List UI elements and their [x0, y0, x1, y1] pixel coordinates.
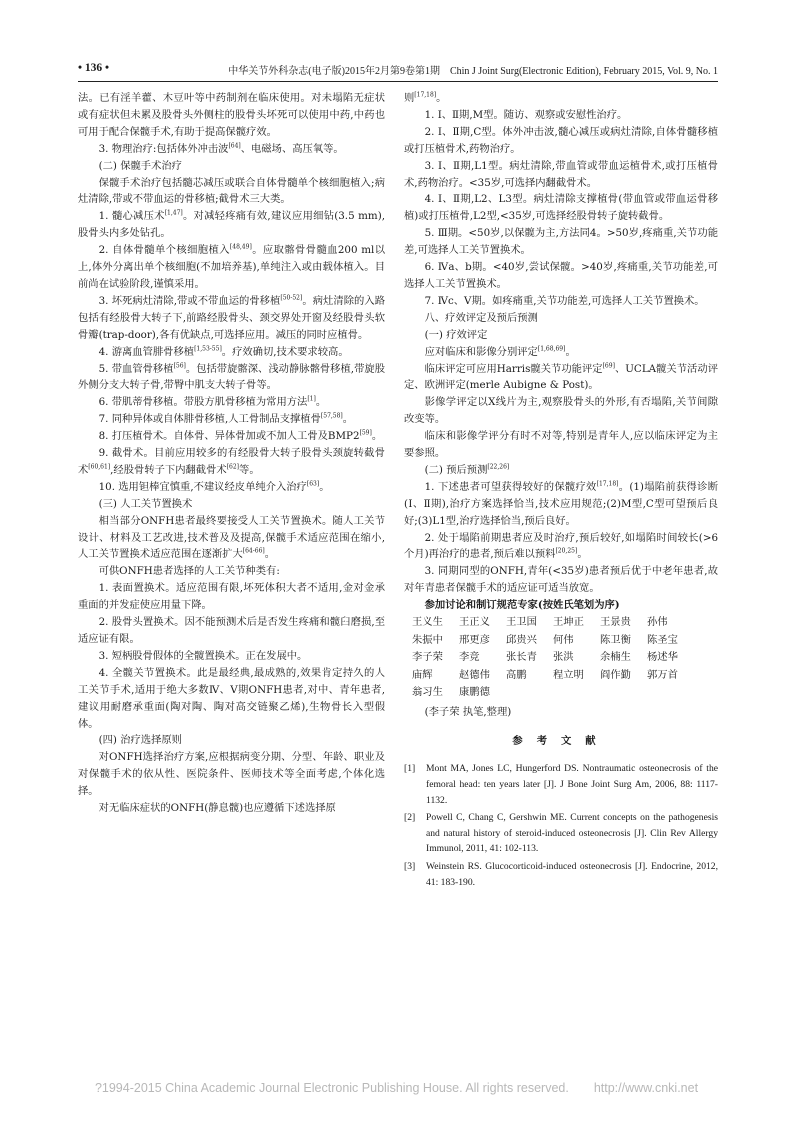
- paragraph: 10. 选用钽棒宜慎重,不建议经皮单纯介入治疗[63]。: [98, 480, 330, 493]
- paragraph: 2. Ⅰ、Ⅱ期,C型。体外冲击波,髓心减压或病灶清除,自体骨髓移植或打压植骨术,药物治疗。: [404, 125, 718, 155]
- references-title: 参考文献: [512, 734, 610, 747]
- section-heading: (二) 保髋手术治疗: [98, 159, 182, 172]
- paragraph: 1. 下述患者可望获得较好的保髋疗效[17,18]。(1)塌陷前获得诊断(Ⅰ、Ⅱ期),治疗方案选择恰当,技术应用规范;(2)M型,C型可望预后良好;(3)L1型,治疗选择恰当,预后良好。: [404, 480, 718, 527]
- expert-row: 王义生 王正义 王卫国 王坤正 王景贵 孙伟: [412, 616, 668, 629]
- paragraph: 4. 游离血管腓骨移植[1,53-55]。疗效确切,技术要求较高。: [98, 345, 349, 358]
- reference-item: [2] Powell C, Chang C, Gershwin ME. Current concepts on the pathogenesis and natural history of steroid-induced osteonecrosis [J]. Clin Rev Allergy Immunol, 2011, 41: 102-113.: [404, 812, 718, 855]
- reference-item: [1] Mont MA, Jones LC, Hungerford DS. Nontraumatic osteonecrosis of the femoral head: ten years later [J]. J Bone Joint Surg Am, 2006, 88: 1117-1132.: [404, 763, 718, 806]
- paragraph: 3. 短柄股骨假体的全髋置换术。正在发展中。: [98, 649, 308, 662]
- paragraph: 临床评定可应用Harris髋关节功能评定[69]、UCLA髋关节活动评定、欧洲评定(merle Aubigne & Post)。: [404, 362, 718, 392]
- section-heading: (三) 人工关节置换术: [98, 497, 193, 510]
- section-heading: (四) 治疗选择原则: [98, 734, 182, 747]
- expert-row: 朱振中 邢更彦 邱贵兴 何伟 陈卫衡 陈圣宝: [412, 633, 678, 646]
- paragraph: 4. 全髋关节置换术。此是最经典,最成熟的,效果肯定持久的人工关节手术,适用于绝大多数Ⅳ、Ⅴ期ONFH患者,对中、青年患者,建议用耐磨承重面(陶对陶、陶对高交链聚乙烯),生物骨长入型假体。: [78, 666, 385, 730]
- compiled-by: (李子荣 执笔,整理): [424, 705, 512, 718]
- header-rule: [78, 81, 718, 82]
- journal-info: 中华关节外科杂志(电子版)2015年2月第9卷第1期 Chin J Joint Surg(Electronic Edition), February 2015, Vol. 9, No. 1: [228, 66, 718, 77]
- paragraph: 3. 物理治疗:包括体外冲击波[64]、电磁场、高压氧等。: [98, 142, 344, 155]
- paragraph: 2. 自体骨髓单个核细胞植入[48,49]。应取髂骨骨髓血200 ml以上,体外分离出单个核细胞(不加培养基),单纯注入或由载体植入。目前尚在试验阶段,谨慎采用。: [78, 243, 385, 290]
- paragraph: 1. 髓心减压术[1,47]。对减轻疼痛有效,建议应用细钻(3.5 mm),股骨头内多处钻孔。: [78, 209, 385, 240]
- paragraph: 可供ONFH患者选择的人工关节种类有:: [98, 565, 280, 578]
- right-column: [404, 90, 718, 892]
- paragraph: 法。已有淫羊藿、木豆叶等中药制剂在临床使用。对未塌陷无症状或有症状但未累及股骨头外侧柱的股骨头坏死可以使用中药,中药也可用于配合保髋手术,有助于提高保髋疗效。: [78, 92, 385, 138]
- paragraph: 保髋手术治疗包括髓芯减压或联合自体骨髓单个核细胞植入;病灶清除,带或不带血运的骨移植;截骨术三大类。: [78, 176, 385, 206]
- reference-item: [3] Weinstein RS. Glucocorticoid-induced osteonecrosis [J]. Endocrine, 2012, 41: 183-190.: [404, 860, 718, 888]
- expert-row: 翁习生 康鹏德: [412, 686, 490, 699]
- copyright-footer: ?1994-2015 China Academic Journal Electronic Publishing House. All rights reserved. http://www.cnki.net: [94, 1081, 699, 1095]
- paragraph: 5. Ⅲ期。<50岁,以保髋为主,方法同4。>50岁,疼痛重,关节功能差,可选择人工关节置换术。: [404, 227, 718, 257]
- paragraph: 则[17,18]。: [404, 91, 447, 104]
- paragraph: 5. 带血管骨移植[56]。包括带旋髂深、浅动静脉髂骨移植,带旋股外侧分支大转子骨,带臀中肌支大转子骨等。: [78, 362, 385, 392]
- paragraph: 对ONFH选择治疗方案,应根据病变分期、分型、年龄、职业及对保髋手术的依从性、医院条件、医师技术等全面考虑,个体化选择。: [78, 751, 385, 798]
- expert-row: 李子荣 李竞 张长青 张洪 余楠生 杨述华: [412, 651, 678, 664]
- section-heading: (一) 疗效评定: [424, 328, 488, 341]
- paragraph: 1. 表面置换术。适应范围有限,坏死体积大者不适用,金对金承重面的并发症使应用量下降。: [78, 582, 385, 612]
- paragraph: 6. 带肌蒂骨移植。带股方肌骨移植为常用方法[1]。: [98, 395, 327, 409]
- experts-list: [404, 614, 718, 702]
- paragraph: 临床和影像学评分有时不对等,特别是青年人,应以临床评定为主要参照。: [404, 430, 718, 460]
- paragraph: 3. Ⅰ、Ⅱ期,L1型。病灶清除,带血管或带血运植骨术,或打压植骨术,药物治疗。<35岁,可选择内翻截骨术。: [404, 159, 718, 189]
- section-heading: (二) 预后预测[22,26]: [424, 463, 510, 476]
- page-header: [78, 62, 718, 78]
- paragraph: 3. 坏死病灶清除,带或不带血运的骨移植[50-52]。病灶清除的入路包括有经股骨大转子下,前路经股骨头、颈交界处开窗及经股骨头软骨瓣(trap-door),各有优缺点,可选择应用。减压的同时应植骨。: [78, 294, 386, 341]
- paragraph: 4. Ⅰ、Ⅱ期,L2、L3型。病灶清除支撑植骨(带血管或带血运骨移植)或打压植骨,L2型,<35岁,可选择经股骨转子旋转截骨。: [404, 193, 718, 223]
- paragraph: 8. 打压植骨术。自体骨、异体骨加或不加人工骨及BMP2[59]。: [98, 429, 383, 443]
- paragraph: 7. Ⅳc、Ⅴ期。如疼痛重,关节功能差,可选择人工关节置换术。: [424, 294, 705, 307]
- paragraph: 2. 处于塌陷前期患者应及时治疗,预后较好,如塌陷时间较长(>6个月)再治疗的患者,预后难以预料[20,25]。: [404, 531, 718, 561]
- paragraph: 对无临床症状的ONFH(静息髋)也应遵循下述选择原: [98, 802, 336, 815]
- expert-row: 庙辉 赵德伟 高鹏 程立明 阎作勤 郭万首: [412, 668, 678, 681]
- left-column: [78, 90, 385, 817]
- paragraph: 影像学评定以X线片为主,观察股骨头的外形,有否塌陷,关节间隙改变等。: [404, 396, 718, 426]
- paragraph: 7. 同种异体或自体腓骨移植,人工骨制品支撑植骨[57,58]。: [98, 412, 354, 426]
- paragraph: 2. 股骨头置换术。因不能预测术后是否发生疼痛和髋臼磨损,至适应证有限。: [78, 616, 385, 645]
- paragraph: 相当部分ONFH患者最终要接受人工关节置换术。随人工关节设计、材料及工艺改进,技术普及及提高,保髋手术适应范围在缩小,人工关节置换术适应范围在逐渐扩大[64-66]。: [78, 514, 385, 561]
- page-number: • 136 •: [78, 62, 110, 74]
- paragraph: 应对临床和影像分别评定[1,68,69]。: [424, 345, 576, 358]
- paragraph: 3. 同期同型的ONFH,青年(<35岁)患者预后优于中老年患者,故对年青患者保髋手术的适应证可适当放宽。: [404, 565, 718, 595]
- paragraph: 6. Ⅳa、b期。<40岁,尝试保髋。>40岁,疼痛重,关节功能差,可选择人工关节置换术。: [404, 261, 718, 290]
- section-heading: 八、疗效评定及预后预测: [424, 311, 538, 324]
- paragraph: 1. Ⅰ、Ⅱ期,M型。随访、观察或安慰性治疗。: [424, 108, 628, 121]
- paragraph: 9. 截骨术。目前应用较多的有经股骨大转子股骨头颈旋转截骨术[60,61],经股骨转子下内翻截骨术[62]等。: [78, 447, 385, 476]
- experts-title: 参加讨论和制订规范专家(按姓氏笔划为序): [424, 599, 620, 612]
